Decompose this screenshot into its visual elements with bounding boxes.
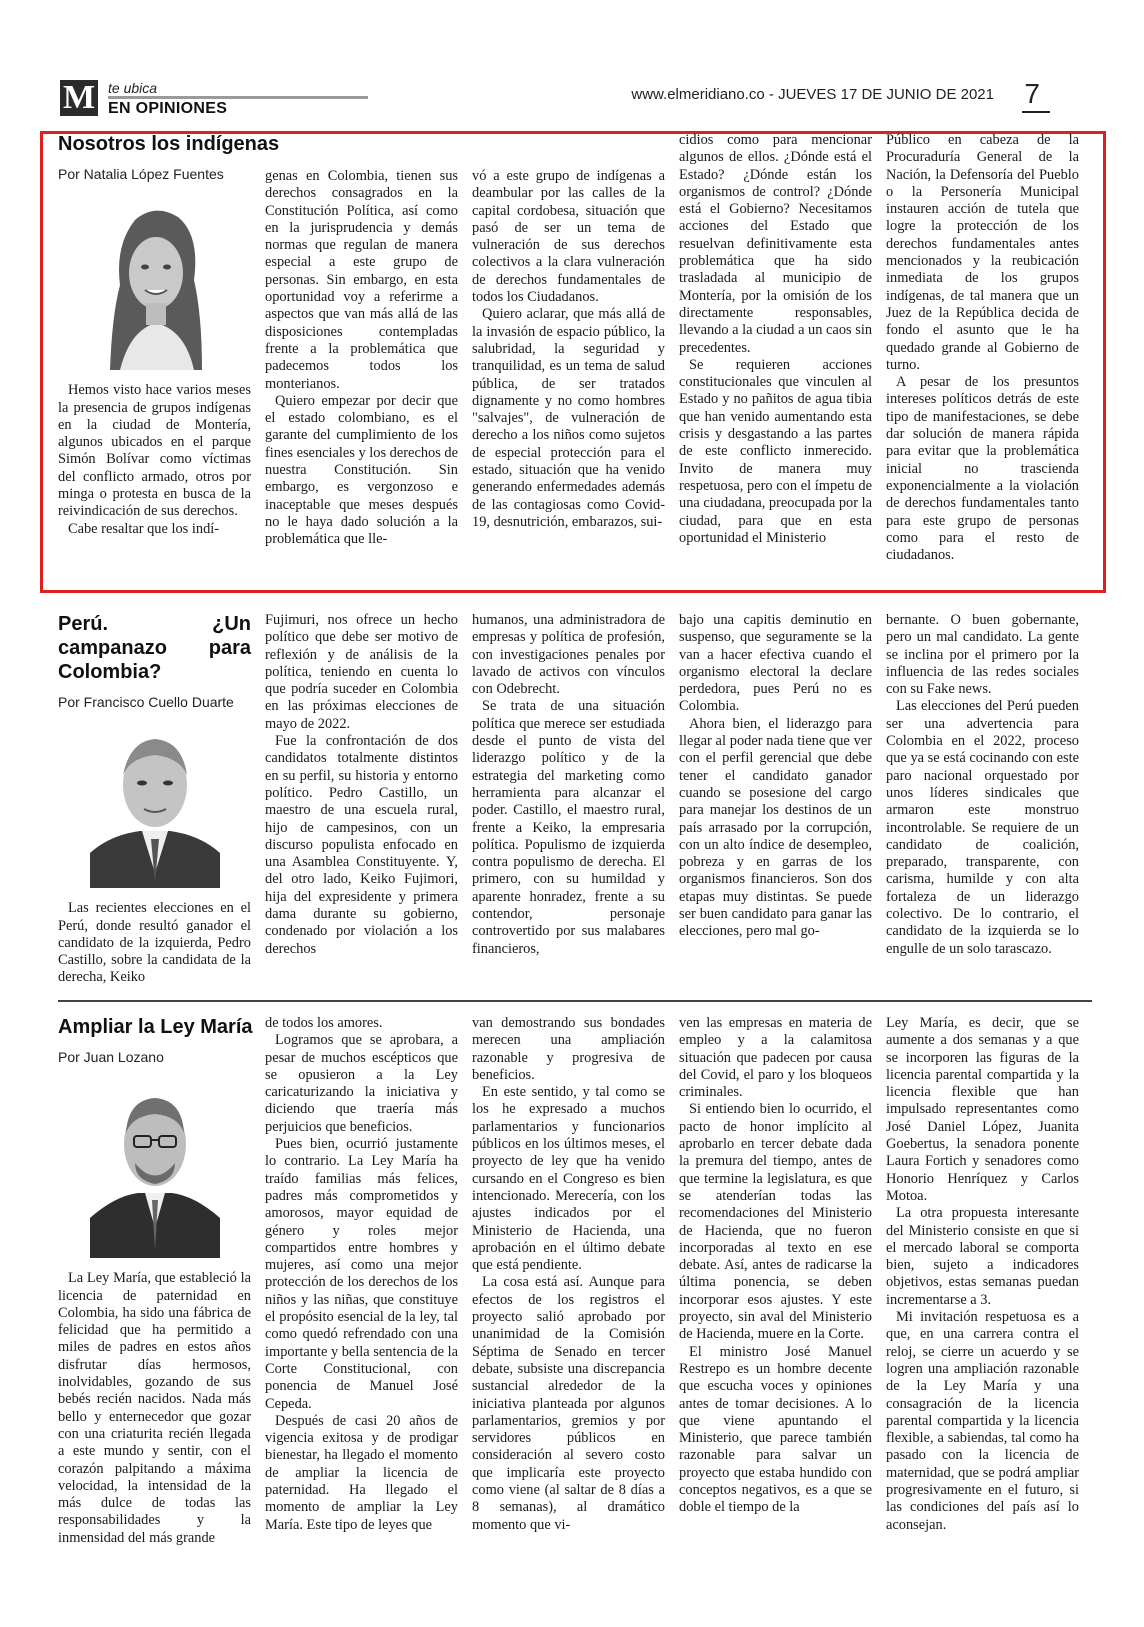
article-paragraph: genas en Colombia, tienen sus derechos consagrados en la Constitución Política, así como en la jurisprudencia y demás normas que regulan de manera especial a este grupo de personas. Sin embargo, en esta oportunidad voy a referirme a aspectos que van más allá de las disposiciones contempladas frente a la problemática que padecemos todos los monterianos.: [265, 168, 458, 392]
article-column: [886, 612, 1079, 992]
article-peru-campanazo: [58, 612, 1092, 992]
article-paragraph: Las recientes elecciones en el Perú, donde resultó ganador el candidato de la izquierda, Pedro Castillo, sobre la candidata de la derecha, Keiko: [58, 900, 251, 986]
article-paragraph: bernante. O buen gobernante, pero un mal candidato. La gente se inclina por el primero por la influencia de las redes sociales con su Fake news.: [886, 612, 1079, 698]
article-column: [679, 1015, 872, 1615]
article-paragraph: vó a este grupo de indígenas a deambular por las calles de la capital cordobesa, situación que pasó de ser un tema de vulneración de sus derechos colectivos a la clara vulneración de derechos fundamentales de todos los Ciudadanos.: [472, 168, 665, 306]
article-column: [472, 1015, 665, 1615]
page-number-underline: [1022, 111, 1050, 113]
article-column: [472, 612, 665, 992]
article-paragraph: Mi invitación respetuosa es a que, en una carrera contra el reloj, se cierre un acuerdo y se logren una ampliación razonable de la Ley María y una consagración de la licencia parental compartida y la licencia flexible, a sabiendas, tal como ha pasado con la licencia de maternidad, que se podrá ampliar progresivamente en el futuro, si las condiciones del país así lo aconsejan.: [886, 1309, 1079, 1533]
article-column: [265, 168, 458, 625]
author-photo: [90, 195, 220, 370]
article-paragraph: El ministro José Manuel Restrepo es un hombre decente que escucha voces y opiniones antes de tomar decisiones. A lo que viene apuntando el Ministerio, que parece también razonable para salvar un proyecto que estaba hundido con conceptos negativos, es a que se doble el tiempo de la: [679, 1343, 872, 1516]
article-paragraph: A pesar de los presuntos intereses políticos detrás de este tipo de manifestaciones, se debe dar solución de manera rápida para evitar que la problemática inicial no trascienda exponencialmente a la violación de derechos fundamentales tanto para este grupo de personas como para el resto de ciudadanos.: [886, 374, 1079, 564]
article-column: [679, 612, 872, 992]
article-paragraph: humanos, una administradora de empresas y política de profesión, con investigaciones penales por lavado de activos con vínculos con Odebrecht.: [472, 612, 665, 698]
article-paragraph: Cabe resaltar que los indí-: [68, 520, 220, 537]
article-paragraph: bajo una capitis deminutio en suspenso, que seguramente se la van a hacer efectiva cuando el organismo electoral la declare perdedora, pues Perú no es Colombia.: [679, 612, 872, 715]
article-headline: Ampliar la Ley María: [58, 1016, 253, 1038]
author-photo: [90, 1078, 220, 1258]
page-header: [60, 78, 1090, 123]
article-paragraph: Las elecciones del Perú pueden ser una advertencia para Colombia en el 2022, proceso que ya se está cocinando con este paro nacional orquestado por unos líderes sindicales que armaron este monstruo incontrolable. Se requiere de un candidato de coalición, preparado, transparente, con carisma, humilde y con alta fortaleza de un liderazgo colectivo. De lo contrario, el candidato de la izquierda se lo engulle de un solo tarascazo.: [886, 698, 1079, 957]
article-column: [58, 132, 280, 589]
author-portrait-icon: [90, 1078, 220, 1258]
article-column: [58, 612, 251, 992]
author-portrait-icon: [90, 723, 220, 888]
article-column: [265, 612, 458, 992]
article-paragraph: Público en cabeza de la Procuraduría General de la Nación, la Defensoría del Pueblo o la Personería Municipal instauren acción de tutela que logre la protección de los derechos fundamentales antes mencionados y la reubicación inmediata de los grupos indígenas, de tal manera que un Juez de la República decida de fondo el asunto que le ha quedado grande al Gobierno de turno.: [886, 132, 1079, 373]
article-paragraph: de todos los amores.: [265, 1015, 383, 1031]
article-paragraph: Quiero aclarar, que más allá de la invasión de espacio público, la salubridad, la seguridad y tranquilidad, es un tema de salud pública, de ser tratados dignamente y no como hombres "salvajes", de vulneración de derecho a los niños como sujetos de especial protección para el estado, situación que ha venido generando enfermedades además de las contagiosas como Covid-19, desnutrición, embarazos, sui-: [472, 306, 665, 530]
article-paragraph: La cosa está así. Aunque para efectos de los registros el proyecto salió aprobado por unanimidad de la Comisión Séptima de Senado en tercer debate, subsiste una discrepancia sustancial alrededor de la iniciativa planteada por algunos parlamentarios, gremios y por servidores públicos en consideración al severo costo que implicaría este proyecto como viene (al saltar de 8 días a 8 semanas), al dramático momento que vi-: [472, 1274, 665, 1533]
article-paragraph: Ahora bien, el liderazgo para llegar al poder nada tiene que ver con el perfil gerencial que debe tener el candidato ganador cuando se posesione del cargo para manejar los destinos de un país arrasado por la corrupción, con un alto índice de desempleo, pobreza y en garras de los organismos financieros. Son dos etapas muy distintas. Se puede ser buen candidato para ganar las elecciones, pero mal go-: [679, 715, 872, 940]
article-column: [886, 132, 1079, 589]
article-headline: Nosotros los indígenas: [58, 133, 280, 155]
author-photo: [90, 723, 220, 888]
section-tagline: te ubica: [108, 80, 158, 96]
article-ley-maria: [58, 1015, 1092, 1615]
article-paragraph: En este sentido, y tal como se los he expresado a muchos parlamentarios y funcionarios públicos en los últimos meses, el proyecto de ley que ha venido cursando en el Congreso es bien intencionado. Merecería, con los ajustes indicados por el Ministerio de Hacienda, una aprobación en el último debate que está pendiente.: [472, 1084, 665, 1274]
article-paragraph: ven las empresas en materia de empleo y a la calamitosa situación que padecen por causa del Covid, el paro y los bloqueos criminales.: [679, 1015, 872, 1101]
article-byline: Por Juan Lozano: [58, 1049, 164, 1065]
author-portrait-icon: [90, 195, 220, 370]
dateline: www.elmeridiano.co - JUEVES 17 DE JUNIO DE 2021: [631, 86, 994, 103]
article-column: [58, 1015, 251, 1615]
article-paragraph: Después de casi 20 años de vigencia exitosa y de prodigar bienestar, ha llegado el momento de ampliar la licencia de paternidad. Ha llegado el momento de ampliar la Ley María. Este tipo de leyes que: [265, 1412, 458, 1533]
article-paragraph: van demostrando sus bondades merecen una ampliación razonable y progresiva de beneficios.: [472, 1015, 665, 1083]
section-divider: [108, 96, 368, 99]
article-paragraph: La Ley María, que estableció la licencia de paternidad en Colombia, ha sido una fábrica de felicidad que ha permitido a miles de padres en estos años disfrutar días hermosos, inolvidables, gozando de sus bebés recién nacidos. Nada más bello y enternecedor que gozar con una criaturita recién llegada a este mundo y sentir, con el corazón palpitando a máxima velocidad, la intensidad de la más dulce de todas las responsabilidades y la inmensidad del más grande: [58, 1270, 251, 1546]
article-paragraph: Ley María, es decir, que se aumente a dos semanas y a que se incorporen las figuras de la licencia parental compartida y la licencia flexible que han impulsado representantes como José Daniel López, Juanita Goebertus, la senadora ponente Laura Fortich y senadores como Honorio Henríquez y Carlos Motoa.: [886, 1015, 1079, 1204]
article-paragraph: Fue la confrontación de dos candidatos totalmente distintos en su perfil, su historia y entorno político. Pedro Castillo, un maestro de una escuela rural, hijo de campesinos, con un discurso populista enfocado en una Asamblea Constituyente. Y, del otro lado, Keiko Fujimori, hija del expresidente y primera dama durante su gobierno, condenado por violación a los derechos: [265, 733, 458, 957]
article-byline: Por Natalia López Fuentes: [58, 166, 224, 182]
newspaper-logo: M: [60, 80, 98, 116]
article-paragraph: Si entiendo bien lo ocurrido, el pacto de honor implícito al aprobarlo en tercer debate dada la premura del tiempo, antes de que termine la legislatura, es que se atenderían todas las recomendaciones del Ministerio de Hacienda, que no fueron incorporadas al texto en ese debate. Así, antes de radicarse la última ponencia, se deben incorporar esos ajustes. Y este proyecto, sin aval del Ministerio de Hacienda, muere en la Corte.: [679, 1101, 872, 1343]
article-paragraph: La otra propuesta interesante del Ministerio consiste en que si el mercado laboral se comporta bien, sujeto a indicadores objetivos, estas semanas puedan incrementarse a 3.: [886, 1205, 1079, 1308]
page-number: 7: [1024, 78, 1040, 109]
section-title: EN OPINIONES: [108, 100, 228, 117]
article-paragraph: Se requieren acciones constitucionales que vinculen al Estado y no pañitos de agua tibia que han venido aumentando esta crisis y desgastando a las partes de este conflicto inmerecido. Invito de manera muy respetuosa, pero con el ímpetu de una ciudadana, preocupada por la ciudad, para que en esta oportunidad el Ministerio: [679, 356, 872, 546]
article-column: [472, 168, 665, 625]
article-column: [886, 1015, 1079, 1615]
article-paragraph: Fujimuri, nos ofrece un hecho político que debe ser motivo de reflexión y de análisis de la política, teniendo en cuenta lo que podría suceder en Colombia en las próximas elecciones de mayo de 2022.: [265, 612, 458, 732]
article-paragraph: Pues bien, ocurrió justamente lo contrario. La Ley María ha traído familias más felices, padres más comprometidos y amorosos, mayor equidad de género y roles mejor compartidos entre hombres y mujeres, así como una mejor protección de los derechos de los niños y las niñas, que constituye el propósito esencial de la ley, tal como quedó refrendado con una importante y bella sentencia de la Corte Constitucional, con ponencia de Manuel José Cepeda.: [265, 1136, 458, 1412]
article-paragraph: Hemos visto hace varios meses la presencia de grupos indígenas en la ciudad de Montería, algunos ubicados en el parque Simón Bolívar como víctimas del conflicto armado, otros por minga o protesta en busca de la reivindicación de sus derechos.: [58, 382, 251, 520]
article-paragraph: Logramos que se aprobara, a pesar de muchos escépticos que se opusieron a la Ley caricaturizando la iniciativa y diciendo que traería más perjuicios que beneficios.: [265, 1032, 458, 1135]
article-paragraph: Se trata de una situación política que merece ser estudiada desde el punto de vista del liderazgo político y de la estrategia del marketing como herramienta para alcanzar el poder. Castillo, el maestro rural, frente a Keiko, la empresaria política. Populismo de izquierda contra populismo de derecha. El primero, con su humildad y aparente honradez, frente a su contendor, personaje controvertido por sus malabares financieros,: [472, 698, 665, 957]
article-column: [265, 1015, 458, 1615]
article-paragraph: cidios como para mencionar algunos de ellos. ¿Dónde está el Estado? ¿Dónde están los organismos de control? ¿Dónde está el Gobierno? Necesitamos acciones del Estado que resuelvan definitivamente esta problemática que ha sido trasladada al municipio de Montería, por la omisión de los directamente responsables, llevando a la ciudad a un caos sin precedentes.: [679, 132, 873, 356]
article-paragraph: Quiero empezar por decir que el estado colombiano, es el garante del cumplimiento de los fines esenciales y los derechos de nuestra Constitución. Sin embargo, es vergonzoso e inaceptable que meses después no le haya dado solución a la problemática que lle-: [265, 392, 459, 548]
article-nosotros-indigenas: [58, 132, 1092, 589]
article-byline: Por Francisco Cuello Duarte: [58, 694, 234, 710]
article-column: [679, 132, 872, 589]
article-headline: Perú. ¿Un campanazo para Colombia?: [58, 613, 251, 683]
article-divider: [58, 1000, 1092, 1002]
